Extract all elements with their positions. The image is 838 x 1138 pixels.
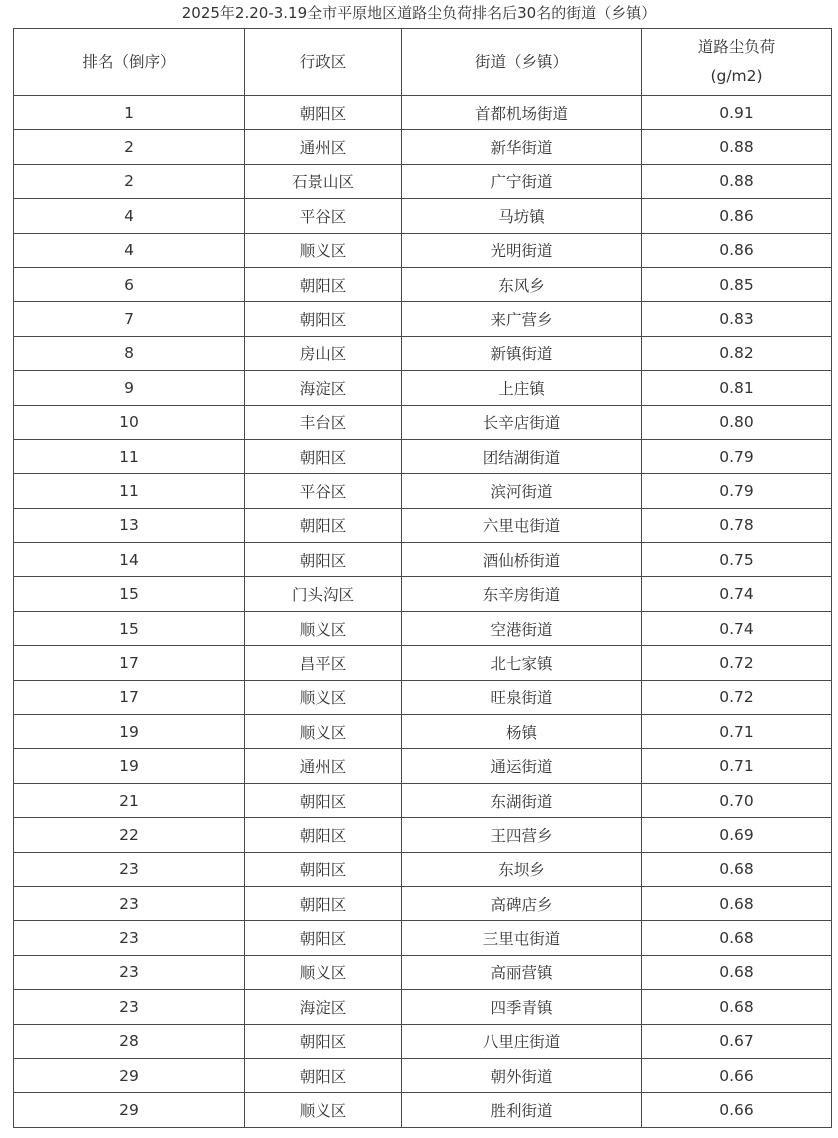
cell-street: 东湖街道 bbox=[402, 783, 642, 817]
ranking-table bbox=[13, 28, 832, 1128]
cell-district: 顺义区 bbox=[245, 233, 402, 267]
cell-district: 朝阳区 bbox=[245, 1058, 402, 1092]
cell-district: 朝阳区 bbox=[245, 852, 402, 886]
cell-district: 顺义区 bbox=[245, 715, 402, 749]
table-row bbox=[14, 783, 832, 817]
cell-dust-load: 0.66 bbox=[642, 1058, 832, 1092]
table-row bbox=[14, 233, 832, 267]
cell-rank: 23 bbox=[14, 990, 245, 1024]
cell-rank: 23 bbox=[14, 955, 245, 989]
cell-street: 东辛房街道 bbox=[402, 577, 642, 611]
cell-rank: 4 bbox=[14, 199, 245, 233]
table-row bbox=[14, 164, 832, 198]
cell-district: 朝阳区 bbox=[245, 783, 402, 817]
cell-district: 丰台区 bbox=[245, 405, 402, 439]
cell-district: 通州区 bbox=[245, 749, 402, 783]
cell-street: 旺泉街道 bbox=[402, 680, 642, 714]
cell-dust-load: 0.75 bbox=[642, 543, 832, 577]
cell-street: 杨镇 bbox=[402, 715, 642, 749]
cell-street: 广宁街道 bbox=[402, 164, 642, 198]
cell-district: 朝阳区 bbox=[245, 439, 402, 473]
cell-rank: 15 bbox=[14, 611, 245, 645]
cell-rank: 17 bbox=[14, 646, 245, 680]
header-street: 街道（乡镇） bbox=[402, 29, 642, 96]
cell-rank: 4 bbox=[14, 233, 245, 267]
cell-dust-load: 0.85 bbox=[642, 267, 832, 301]
cell-district: 平谷区 bbox=[245, 474, 402, 508]
cell-district: 朝阳区 bbox=[245, 886, 402, 920]
cell-district: 朝阳区 bbox=[245, 96, 402, 130]
cell-street: 胜利街道 bbox=[402, 1093, 642, 1127]
cell-dust-load: 0.83 bbox=[642, 302, 832, 336]
table-row bbox=[14, 302, 832, 336]
table-row bbox=[14, 130, 832, 164]
cell-street: 团结湖街道 bbox=[402, 439, 642, 473]
table-row bbox=[14, 267, 832, 301]
cell-street: 酒仙桥街道 bbox=[402, 543, 642, 577]
cell-dust-load: 0.69 bbox=[642, 818, 832, 852]
cell-rank: 11 bbox=[14, 474, 245, 508]
cell-rank: 17 bbox=[14, 680, 245, 714]
cell-rank: 21 bbox=[14, 783, 245, 817]
cell-street: 马坊镇 bbox=[402, 199, 642, 233]
cell-district: 石景山区 bbox=[245, 164, 402, 198]
cell-district: 朝阳区 bbox=[245, 1024, 402, 1058]
cell-rank: 29 bbox=[14, 1058, 245, 1092]
cell-dust-load: 0.70 bbox=[642, 783, 832, 817]
header-row bbox=[14, 29, 832, 96]
table-row bbox=[14, 199, 832, 233]
cell-district: 门头沟区 bbox=[245, 577, 402, 611]
cell-district: 朝阳区 bbox=[245, 267, 402, 301]
cell-dust-load: 0.66 bbox=[642, 1093, 832, 1127]
cell-rank: 8 bbox=[14, 336, 245, 370]
cell-street: 王四营乡 bbox=[402, 818, 642, 852]
table-row bbox=[14, 336, 832, 370]
cell-street: 三里屯街道 bbox=[402, 921, 642, 955]
table-row bbox=[14, 1024, 832, 1058]
cell-dust-load: 0.86 bbox=[642, 199, 832, 233]
cell-dust-load: 0.86 bbox=[642, 233, 832, 267]
cell-rank: 23 bbox=[14, 852, 245, 886]
cell-dust-load: 0.72 bbox=[642, 680, 832, 714]
table-row bbox=[14, 990, 832, 1024]
table-row bbox=[14, 680, 832, 714]
table-row bbox=[14, 96, 832, 130]
header-rank: 排名（倒序） bbox=[14, 29, 245, 96]
cell-dust-load: 0.71 bbox=[642, 749, 832, 783]
cell-dust-load: 0.78 bbox=[642, 508, 832, 542]
header-dust-load-unit: (g/m2) bbox=[710, 67, 763, 85]
cell-street: 四季青镇 bbox=[402, 990, 642, 1024]
cell-dust-load: 0.88 bbox=[642, 164, 832, 198]
cell-district: 顺义区 bbox=[245, 611, 402, 645]
cell-street: 高碑店乡 bbox=[402, 886, 642, 920]
cell-rank: 1 bbox=[14, 96, 245, 130]
cell-district: 朝阳区 bbox=[245, 508, 402, 542]
cell-street: 朝外街道 bbox=[402, 1058, 642, 1092]
header-district: 行政区 bbox=[245, 29, 402, 96]
cell-street: 来广营乡 bbox=[402, 302, 642, 336]
cell-dust-load: 0.68 bbox=[642, 990, 832, 1024]
cell-rank: 9 bbox=[14, 371, 245, 405]
table-row bbox=[14, 543, 832, 577]
cell-dust-load: 0.68 bbox=[642, 955, 832, 989]
cell-dust-load: 0.67 bbox=[642, 1024, 832, 1058]
cell-rank: 2 bbox=[14, 164, 245, 198]
cell-street: 东风乡 bbox=[402, 267, 642, 301]
table-row bbox=[14, 474, 832, 508]
cell-street: 长辛店街道 bbox=[402, 405, 642, 439]
cell-district: 昌平区 bbox=[245, 646, 402, 680]
cell-dust-load: 0.81 bbox=[642, 371, 832, 405]
cell-district: 朝阳区 bbox=[245, 921, 402, 955]
cell-district: 朝阳区 bbox=[245, 543, 402, 577]
table-row bbox=[14, 439, 832, 473]
table-header bbox=[14, 29, 832, 96]
cell-street: 通运街道 bbox=[402, 749, 642, 783]
cell-rank: 13 bbox=[14, 508, 245, 542]
cell-dust-load: 0.68 bbox=[642, 886, 832, 920]
cell-street: 空港街道 bbox=[402, 611, 642, 645]
cell-district: 顺义区 bbox=[245, 955, 402, 989]
cell-dust-load: 0.82 bbox=[642, 336, 832, 370]
table-row bbox=[14, 405, 832, 439]
cell-street: 上庄镇 bbox=[402, 371, 642, 405]
header-dust-load bbox=[642, 29, 832, 96]
cell-street: 六里屯街道 bbox=[402, 508, 642, 542]
cell-street: 光明街道 bbox=[402, 233, 642, 267]
cell-rank: 22 bbox=[14, 818, 245, 852]
cell-street: 新镇街道 bbox=[402, 336, 642, 370]
table-row bbox=[14, 955, 832, 989]
cell-rank: 7 bbox=[14, 302, 245, 336]
cell-district: 海淀区 bbox=[245, 990, 402, 1024]
cell-rank: 23 bbox=[14, 921, 245, 955]
cell-district: 平谷区 bbox=[245, 199, 402, 233]
table-row bbox=[14, 852, 832, 886]
table-row bbox=[14, 371, 832, 405]
table-row bbox=[14, 508, 832, 542]
cell-rank: 19 bbox=[14, 715, 245, 749]
cell-dust-load: 0.74 bbox=[642, 611, 832, 645]
cell-dust-load: 0.88 bbox=[642, 130, 832, 164]
cell-street: 高丽营镇 bbox=[402, 955, 642, 989]
cell-rank: 10 bbox=[14, 405, 245, 439]
table-row bbox=[14, 577, 832, 611]
cell-dust-load: 0.79 bbox=[642, 474, 832, 508]
cell-dust-load: 0.91 bbox=[642, 96, 832, 130]
cell-dust-load: 0.74 bbox=[642, 577, 832, 611]
cell-rank: 29 bbox=[14, 1093, 245, 1127]
cell-district: 顺义区 bbox=[245, 1093, 402, 1127]
cell-rank: 28 bbox=[14, 1024, 245, 1058]
table-row bbox=[14, 715, 832, 749]
cell-rank: 19 bbox=[14, 749, 245, 783]
cell-dust-load: 0.68 bbox=[642, 852, 832, 886]
cell-street: 八里庄街道 bbox=[402, 1024, 642, 1058]
cell-rank: 11 bbox=[14, 439, 245, 473]
cell-district: 朝阳区 bbox=[245, 818, 402, 852]
cell-rank: 6 bbox=[14, 267, 245, 301]
table-row bbox=[14, 1058, 832, 1092]
header-dust-load-label: 道路尘负荷 bbox=[697, 38, 776, 56]
cell-rank: 23 bbox=[14, 886, 245, 920]
table-row bbox=[14, 921, 832, 955]
cell-rank: 2 bbox=[14, 130, 245, 164]
cell-street: 东坝乡 bbox=[402, 852, 642, 886]
table-body bbox=[14, 96, 832, 1128]
table-row bbox=[14, 1093, 832, 1127]
table-row bbox=[14, 749, 832, 783]
cell-dust-load: 0.68 bbox=[642, 921, 832, 955]
cell-street: 新华街道 bbox=[402, 130, 642, 164]
cell-district: 海淀区 bbox=[245, 371, 402, 405]
table-row bbox=[14, 886, 832, 920]
table-row bbox=[14, 646, 832, 680]
cell-rank: 15 bbox=[14, 577, 245, 611]
cell-district: 房山区 bbox=[245, 336, 402, 370]
cell-dust-load: 0.80 bbox=[642, 405, 832, 439]
cell-dust-load: 0.71 bbox=[642, 715, 832, 749]
cell-district: 顺义区 bbox=[245, 680, 402, 714]
page-title: 2025年2.20-3.19全市平原地区道路尘负荷排名后30名的街道（乡镇） bbox=[181, 4, 657, 22]
cell-district: 通州区 bbox=[245, 130, 402, 164]
cell-rank: 14 bbox=[14, 543, 245, 577]
cell-street: 滨河街道 bbox=[402, 474, 642, 508]
cell-dust-load: 0.72 bbox=[642, 646, 832, 680]
cell-dust-load: 0.79 bbox=[642, 439, 832, 473]
cell-district: 朝阳区 bbox=[245, 302, 402, 336]
table-row bbox=[14, 818, 832, 852]
table-row bbox=[14, 611, 832, 645]
cell-street: 北七家镇 bbox=[402, 646, 642, 680]
cell-street: 首都机场街道 bbox=[402, 96, 642, 130]
